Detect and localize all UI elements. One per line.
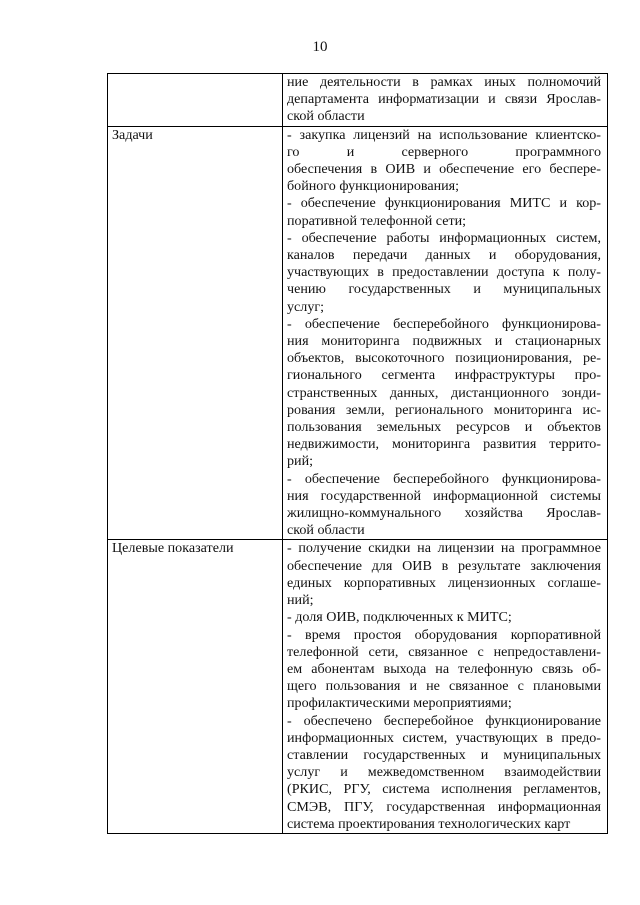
content-line: - обеспечение бесперебойного функционирова- [287, 470, 601, 487]
content-line: информационных систем, участвующих в предо- [287, 729, 601, 746]
content-line: ний; [287, 592, 314, 609]
content-line: участвующих в предоставлении доступа к полу- [287, 264, 601, 281]
content-line: чению государственных и муниципальных [287, 281, 601, 298]
content-line: - обеспечено бесперебойное функционирование [287, 712, 601, 729]
content-line: (РКИС, РГУ, система исполнения регламентов, [287, 781, 601, 798]
content-line: щего пользования и не связанное с плановыми [287, 678, 601, 695]
content-line: странственных данных, дистанционного зонди- [287, 384, 601, 401]
content-line: единых корпоративных лицензионных соглаше- [287, 574, 601, 591]
content-line: ния государственной информационной системы [287, 487, 601, 504]
content-line: бойного функционирования; [287, 178, 460, 195]
content-line: обеспечения в ОИВ и обеспечение его беспере- [287, 161, 601, 178]
content-line: ставлении государственных и муниципальных [287, 746, 601, 763]
row-label-cell [108, 126, 283, 540]
content-line: гионального сегмента инфраструктуры про- [287, 367, 601, 384]
content-line: профилактическими мероприятиями; [287, 695, 512, 712]
content-line: ния мониторинга подвижных и стационарных [287, 333, 601, 350]
content-line: СМЭВ, ПГУ, государственная информационная [287, 798, 601, 815]
page-number: 10 [312, 39, 328, 55]
content-line: услуг и межведомственном взаимодействии [287, 764, 601, 781]
content-line: департамента информатизации и связи Ярослав- [287, 91, 601, 108]
content-line: ем абонентам выхода на телефонную связь об- [287, 660, 601, 677]
content-line: рования земли, регионального мониторинга ис- [287, 401, 601, 418]
row-content-cell [283, 126, 608, 540]
content-line: ние деятельности в рамках иных полномочий [287, 74, 601, 90]
content-line: - обеспечение работы информационных систем, [287, 229, 601, 246]
row-content-cell [283, 540, 608, 833]
content-line: - получение скидки на лицензии на программное [287, 540, 601, 557]
content-line: услуг; [287, 298, 325, 315]
row-content-cell [283, 74, 608, 127]
content-line: объектов, высокоточного позиционирования, ре- [287, 350, 601, 367]
row-label-cell [108, 74, 283, 127]
table-row [108, 540, 608, 833]
content-line: жилищно-коммунального хозяйства Ярослав- [287, 505, 601, 522]
row-label: Целевые показатели [112, 540, 234, 557]
content-line: - время простоя оборудования корпоративной [287, 626, 601, 643]
content-line: поративной телефонной сети; [287, 212, 467, 229]
table-body [108, 74, 608, 834]
content-line: го и серверного программного [287, 143, 601, 160]
content-line: пользования земельных ресурсов и объектов [287, 419, 601, 436]
content-line: телефонной сети, связанное с непредоставлени- [287, 643, 601, 660]
content-line: обеспечение для ОИВ в результате заключения [287, 557, 601, 574]
content-line: - доля ОИВ, подключенных к МИТС; [287, 609, 512, 626]
content-line: ской области [287, 522, 365, 539]
content-line: система проектирования технологических карт [287, 815, 571, 832]
content-line: ской области [287, 108, 365, 125]
row-label-cell [108, 540, 283, 833]
content-line: - закупка лицензий на использование клиентско- [287, 126, 601, 143]
table-row [108, 126, 608, 540]
table-row [108, 74, 608, 127]
row-label: Задачи [112, 126, 153, 143]
content-line: каналов передачи данных и оборудования, [287, 247, 601, 264]
content-line: недвижимости, мониторинга развития террито- [287, 436, 601, 453]
content-line: - обеспечение бесперебойного функционирова- [287, 315, 601, 332]
content-line: рий; [287, 453, 314, 470]
content-line: - обеспечение функционирования МИТС и кор- [287, 195, 601, 212]
program-table [107, 73, 608, 834]
